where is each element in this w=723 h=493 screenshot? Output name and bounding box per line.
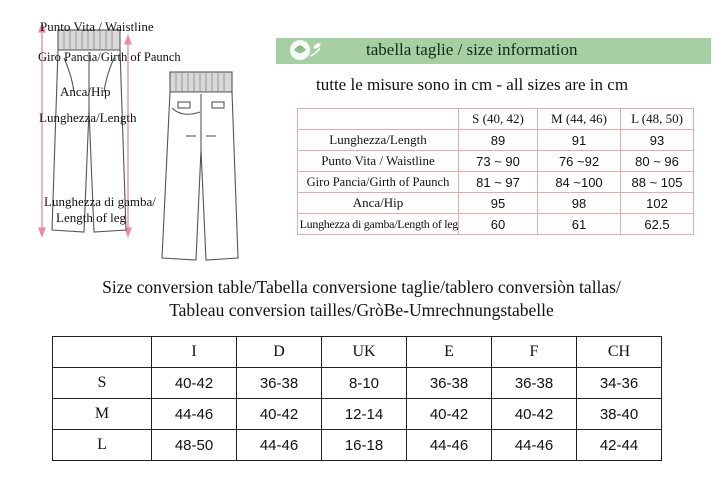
cell-value: 34-36 bbox=[577, 368, 662, 399]
cell-value: 40-42 bbox=[152, 368, 237, 399]
table-row bbox=[298, 151, 694, 172]
size-info-banner bbox=[276, 38, 711, 64]
cell-value: 102 bbox=[621, 193, 694, 214]
table-row bbox=[53, 430, 662, 461]
cell-value: 8-10 bbox=[322, 368, 407, 399]
conversion-title-line2: Tableau conversion tailles/GròBe-Umrechnungstabelle bbox=[169, 300, 554, 320]
cell-value: 16-18 bbox=[322, 430, 407, 461]
cell-value: 44-46 bbox=[407, 430, 492, 461]
leg-length-label-line1: Lunghezza di gamba/ bbox=[44, 194, 156, 209]
col-header-m: M (44, 46) bbox=[538, 109, 621, 130]
row-label: L bbox=[53, 430, 152, 461]
back-pants bbox=[162, 72, 238, 260]
cell-value: 93 bbox=[621, 130, 694, 151]
col-header-ch: CH bbox=[577, 337, 662, 368]
cell-value: 84 ~100 bbox=[538, 172, 621, 193]
cell-value: 40-42 bbox=[237, 399, 322, 430]
cell-value: 42-44 bbox=[577, 430, 662, 461]
cell-value: 44-46 bbox=[492, 430, 577, 461]
row-label: Punto Vita / Waistline bbox=[298, 151, 459, 172]
table-row bbox=[53, 368, 662, 399]
cell-value: 40-42 bbox=[407, 399, 492, 430]
cell-value: 36-38 bbox=[237, 368, 322, 399]
col-header-i: I bbox=[152, 337, 237, 368]
col-header-uk: UK bbox=[322, 337, 407, 368]
cell-value: 36-38 bbox=[407, 368, 492, 399]
row-label: Giro Pancia/Girth of Paunch bbox=[298, 172, 459, 193]
col-header-d: D bbox=[237, 337, 322, 368]
cell-value: 80 ~ 96 bbox=[621, 151, 694, 172]
cell-value: 76 ~92 bbox=[538, 151, 621, 172]
table-row bbox=[298, 214, 694, 235]
leg-length-label-line2: Length of leg bbox=[56, 210, 127, 225]
pants-diagram bbox=[0, 0, 270, 262]
cell-value: 95 bbox=[459, 193, 538, 214]
col-header-f: F bbox=[492, 337, 577, 368]
cell-value: 40-42 bbox=[492, 399, 577, 430]
banner-title: tabella taglie / size information bbox=[366, 40, 578, 59]
cell-value: 88 ~ 105 bbox=[621, 172, 694, 193]
cell-value: 91 bbox=[538, 130, 621, 151]
row-label: Lunghezza di gamba/Length of leg bbox=[298, 214, 459, 235]
cell-value: 12-14 bbox=[322, 399, 407, 430]
table-header-row bbox=[298, 109, 694, 130]
cell-value: 89 bbox=[459, 130, 538, 151]
row-label: Lunghezza/Length bbox=[298, 130, 459, 151]
size-info-table bbox=[297, 108, 694, 235]
table-row bbox=[298, 130, 694, 151]
cell-value: 38-40 bbox=[577, 399, 662, 430]
rose-icon bbox=[280, 36, 326, 66]
table-row bbox=[298, 172, 694, 193]
cell-value: 81 ~ 97 bbox=[459, 172, 538, 193]
cell-value: 62.5 bbox=[621, 214, 694, 235]
conversion-title bbox=[0, 276, 723, 322]
waist-label: Punto Vita / Waistline bbox=[40, 19, 154, 34]
col-header-l: L (48, 50) bbox=[621, 109, 694, 130]
header-blank-cell bbox=[298, 109, 459, 130]
paunch-label: Giro Pancia/Girth of Paunch bbox=[38, 50, 181, 64]
table-header-row bbox=[53, 337, 662, 368]
table-row bbox=[298, 193, 694, 214]
table-row bbox=[53, 399, 662, 430]
row-label: M bbox=[53, 399, 152, 430]
size-conversion-table bbox=[52, 336, 662, 461]
row-label: S bbox=[53, 368, 152, 399]
cell-value: 60 bbox=[459, 214, 538, 235]
cell-value: 44-46 bbox=[237, 430, 322, 461]
cell-value: 48-50 bbox=[152, 430, 237, 461]
cell-value: 61 bbox=[538, 214, 621, 235]
header-blank-cell bbox=[53, 337, 152, 368]
units-note: tutte le misure sono in cm - all sizes are in cm bbox=[316, 75, 629, 94]
hip-label: Anca/Hip bbox=[60, 84, 111, 99]
cell-value: 73 ~ 90 bbox=[459, 151, 538, 172]
pants-sketch bbox=[0, 0, 270, 262]
col-header-e: E bbox=[407, 337, 492, 368]
cell-value: 44-46 bbox=[152, 399, 237, 430]
cell-value: 36-38 bbox=[492, 368, 577, 399]
row-label: Anca/Hip bbox=[298, 193, 459, 214]
length-label: Lunghezza/Length bbox=[39, 110, 137, 125]
col-header-s: S (40, 42) bbox=[459, 109, 538, 130]
conversion-title-line1: Size conversion table/Tabella conversione taglie/tablero conversiòn tallas/ bbox=[102, 277, 621, 297]
cell-value: 98 bbox=[538, 193, 621, 214]
